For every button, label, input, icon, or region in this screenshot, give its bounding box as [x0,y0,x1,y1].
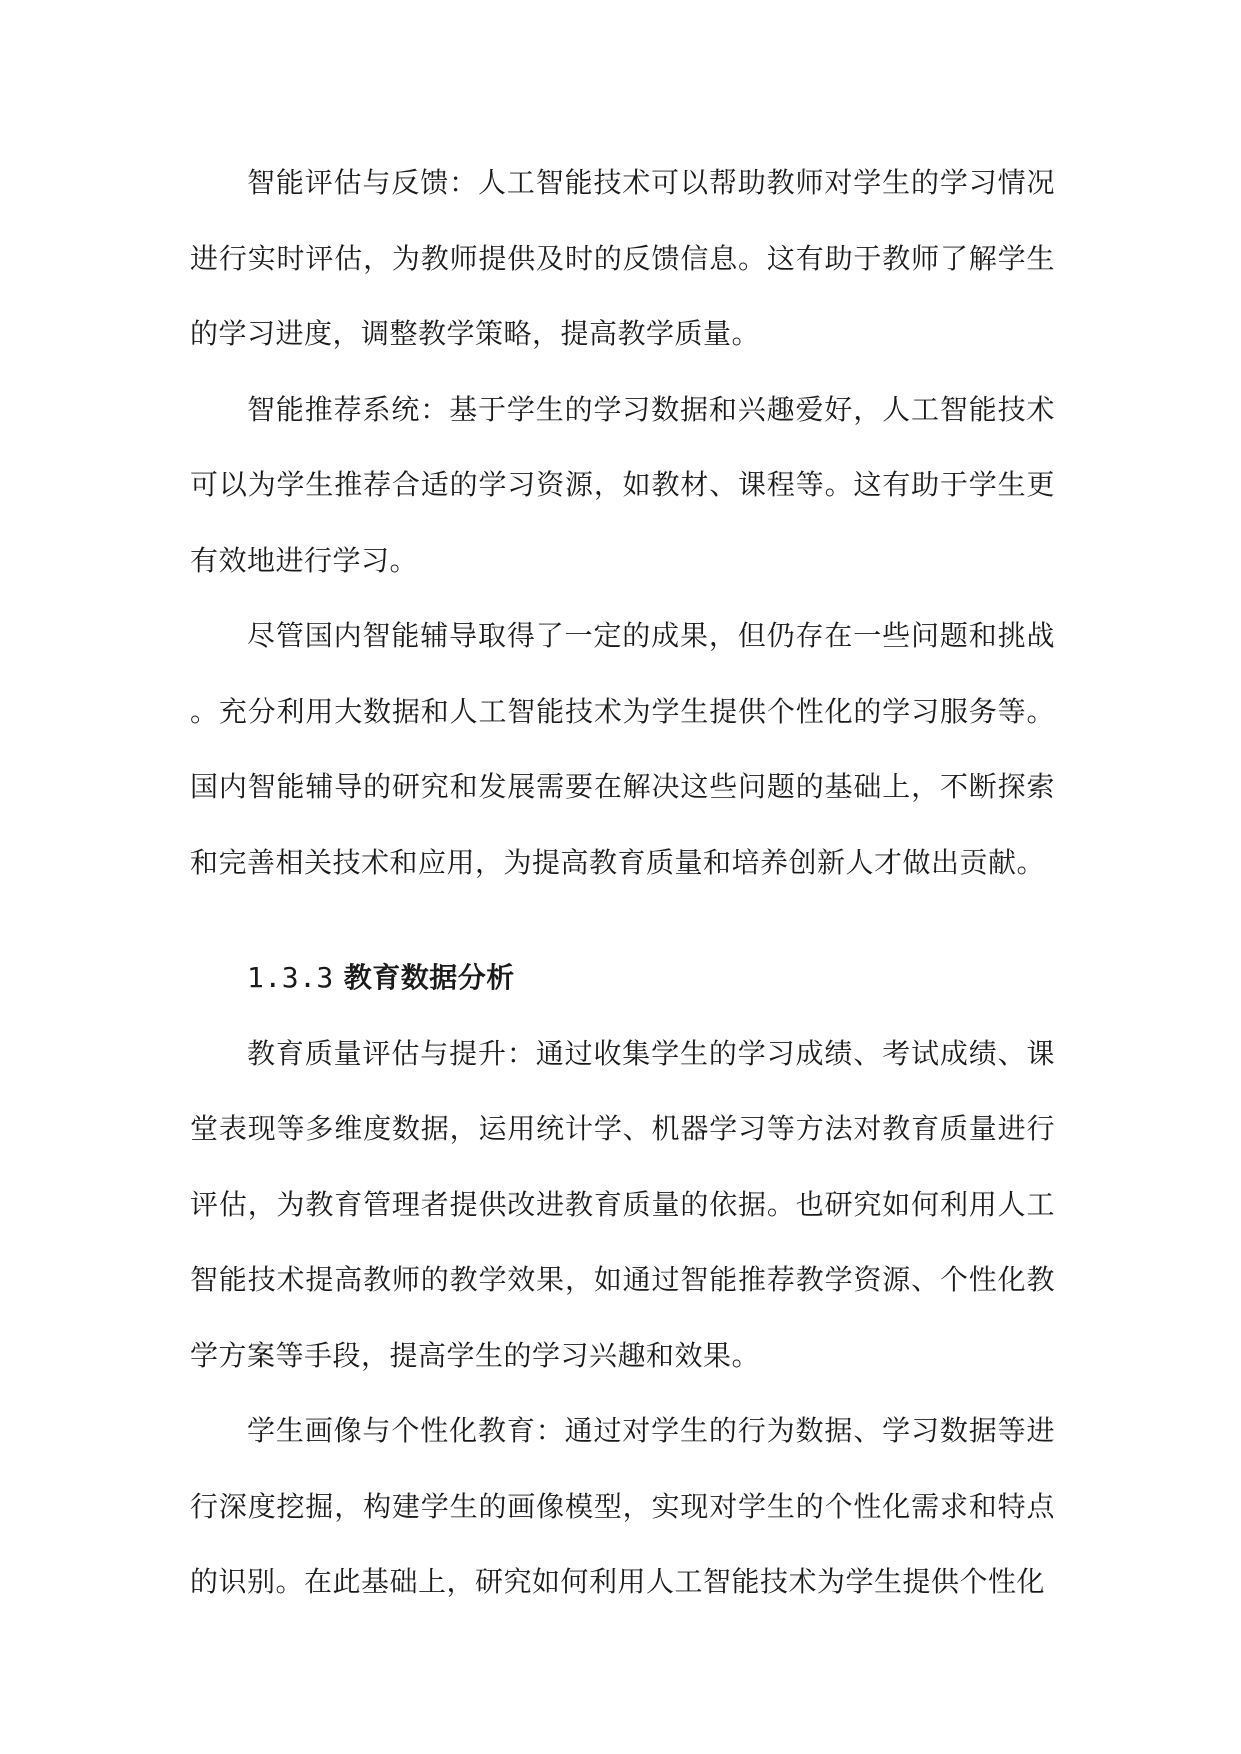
section-title: 教育数据分析 [343,961,515,994]
paragraph-student-profile: 学生画像与个性化教育：通过对学生的行为数据、学习数据等进行深度挖掘，构建学生的画像模型，实现对学生的个性化需求和特点的识别。在此基础上，研究如何利用人工智能技术为学生提供个性化 [190,1414,1055,1598]
section-number: 1.3.3 [247,961,334,994]
paragraph-smart-recommendation: 智能推荐系统：基于学生的学习数据和兴趣爱好，人工智能技术可以为学生推荐合适的学习资源，如教材、课程等。这有助于学生更有效地进行学习。 [190,392,1055,577]
paragraph-challenges: 尽管国内智能辅导取得了一定的成果，但仍存在一些问题和挑战。充分利用大数据和人工智能技术为学生提供个性化的学习服务等。国内智能辅导的研究和发展需要在解决这些问题的基础上，不断探索和完善相关技术和应用，为提高教育质量和培养创新人才做出贡献。 [190,619,1055,879]
section-heading [190,940,1055,1016]
paragraph-smart-assessment: 智能评估与反馈：人工智能技术可以帮助教师对学生的学习情况进行实时评估，为教师提供及时的反馈信息。这有助于教师了解学生的学习进度，调整教学策略，提高教学质量。 [190,166,1055,350]
paragraph-quality-assessment: 教育质量评估与提升：通过收集学生的学习成绩、考试成绩、课堂表现等多维度数据，运用统计学、机器学习等方法对教育质量进行评估，为教育管理者提供改进教育质量的依据。也研究如何利用人工智能技术提高教师的教学效果，如通过智能推荐教学资源、个性化教学方案等手段，提高学生的学习兴趣和效果。 [190,1036,1055,1372]
